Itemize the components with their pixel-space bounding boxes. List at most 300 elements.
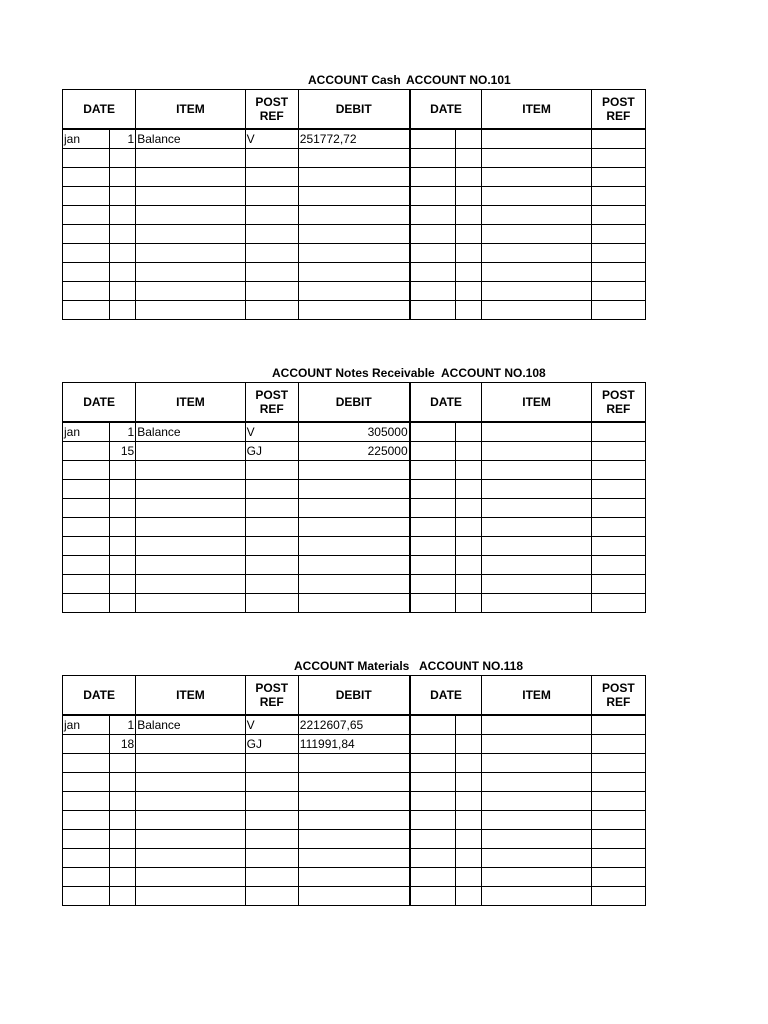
day-cell [110,263,136,282]
day-cell [110,754,136,773]
day-cell [110,556,136,575]
day-cell [456,225,482,244]
month-cell [63,149,110,168]
month-cell [63,575,110,594]
post-ref-cell [245,887,298,906]
post-ref-cell [245,575,298,594]
item-cell: Balance [136,422,245,442]
day-cell [110,830,136,849]
debit-cell [298,149,409,168]
month-cell [63,868,110,887]
account-number: ACCOUNT NO.118 [419,659,524,673]
item-header: ITEM [482,676,591,716]
post-ref-cell [245,149,298,168]
day-cell [110,168,136,187]
post-ref-cell [591,187,645,206]
post-ref-cell [591,149,645,168]
post-ref-header: POST REF [245,676,298,716]
item-cell [482,830,591,849]
debit-cell [298,168,409,187]
post-ref-cell [591,773,645,792]
debit-cell [298,499,409,518]
debit-cell [298,244,409,263]
post-ref-cell: V [245,422,298,442]
ledger-table [62,675,646,906]
item-cell [482,792,591,811]
item-cell [136,206,245,225]
day-cell [456,187,482,206]
day-cell [110,499,136,518]
item-cell [482,887,591,906]
table-row [63,422,646,442]
day-cell [456,773,482,792]
debit-cell: 111991,84 [298,735,409,754]
item-cell [482,754,591,773]
item-cell [136,811,245,830]
date-cell [410,715,456,735]
post-ref-cell [591,301,645,320]
table-row [63,499,646,518]
month-cell [63,206,110,225]
date-cell [410,461,456,480]
date-header: DATE [63,90,136,130]
item-cell [482,868,591,887]
post-ref-cell [591,263,645,282]
post-ref-cell [245,301,298,320]
table-row [63,830,646,849]
debit-cell [298,187,409,206]
month-cell [63,263,110,282]
post-ref-cell: GJ [245,442,298,461]
month-cell [63,792,110,811]
post-ref-cell [591,754,645,773]
item-cell [482,301,591,320]
table-row [63,868,646,887]
item-cell [136,187,245,206]
post-ref-cell [591,556,645,575]
date-cell [410,168,456,187]
post-ref-cell [245,206,298,225]
debit-header: DEBIT [298,383,409,423]
account-name: ACCOUNT Cash [308,73,401,87]
table-row [63,754,646,773]
debit-cell [298,887,409,906]
table-row [63,811,646,830]
post-ref-cell [245,244,298,263]
item-cell [482,225,591,244]
item-cell [482,556,591,575]
item-cell [136,773,245,792]
post-ref-cell [591,715,645,735]
item-cell [136,792,245,811]
debit-cell: 305000 [298,422,409,442]
month-cell [63,887,110,906]
item-cell [136,168,245,187]
post-ref-cell [591,887,645,906]
date-header: DATE [63,383,136,423]
date-cell [410,849,456,868]
day-cell [456,868,482,887]
month-cell [63,556,110,575]
post-ref-cell [591,811,645,830]
header-row [63,676,646,716]
day-cell: 1 [110,715,136,735]
day-cell [456,594,482,613]
post-ref-cell [591,244,645,263]
month-cell [63,735,110,754]
day-cell [456,537,482,556]
item-cell [136,149,245,168]
post-ref-cell [245,282,298,301]
post-ref-cell [591,868,645,887]
post-ref-cell [591,206,645,225]
date-cell [410,887,456,906]
table-row [63,773,646,792]
table-row [63,301,646,320]
month-cell [63,244,110,263]
date-cell [410,129,456,149]
date-cell [410,518,456,537]
post-ref-cell: GJ [245,735,298,754]
day-cell [110,594,136,613]
date-cell [410,556,456,575]
post-ref-cell [591,225,645,244]
date-cell [410,830,456,849]
day-cell [110,282,136,301]
post-ref-cell [591,461,645,480]
day-cell [456,715,482,735]
item-cell [482,811,591,830]
date-cell [410,792,456,811]
day-cell [456,282,482,301]
month-cell [63,442,110,461]
table-row [63,735,646,754]
post-ref-cell [245,461,298,480]
item-cell [482,187,591,206]
post-ref-cell [245,556,298,575]
day-cell [456,301,482,320]
item-cell [482,149,591,168]
account-name: ACCOUNT Notes Receivable [272,366,435,380]
debit-cell [298,773,409,792]
post-ref-cell [245,830,298,849]
table-row [63,518,646,537]
date-cell [410,575,456,594]
day-cell [456,792,482,811]
table-row [63,480,646,499]
table-row [63,461,646,480]
item-cell [482,129,591,149]
post-ref-cell [245,754,298,773]
account-number: ACCOUNT NO.108 [441,366,546,380]
item-cell [482,461,591,480]
debit-cell [298,461,409,480]
day-cell [110,868,136,887]
debit-cell [298,480,409,499]
item-cell [136,499,245,518]
debit-cell [298,263,409,282]
day-cell [456,887,482,906]
day-cell [110,849,136,868]
day-cell [110,461,136,480]
table-row [63,225,646,244]
table-row [63,244,646,263]
ledger-title [62,364,646,382]
debit-cell: 225000 [298,442,409,461]
table-row [63,263,646,282]
day-cell [110,537,136,556]
table-row [63,168,646,187]
table-row [63,187,646,206]
month-cell [63,773,110,792]
day-cell [110,575,136,594]
item-cell [136,480,245,499]
day-cell [456,830,482,849]
item-cell: Balance [136,129,245,149]
item-header: ITEM [136,676,245,716]
post-ref-cell [591,830,645,849]
table-row [63,556,646,575]
item-cell [136,830,245,849]
month-cell [63,518,110,537]
day-cell [456,556,482,575]
day-cell [110,773,136,792]
month-cell [63,187,110,206]
item-cell [482,442,591,461]
debit-cell [298,537,409,556]
item-cell [482,422,591,442]
date-cell [410,301,456,320]
month-cell [63,537,110,556]
post-ref-cell [591,575,645,594]
date-cell [410,868,456,887]
debit-cell [298,556,409,575]
debit-cell [298,575,409,594]
date-cell [410,594,456,613]
item-cell [136,461,245,480]
table-row [63,594,646,613]
item-cell [482,480,591,499]
debit-cell [298,830,409,849]
day-cell [110,187,136,206]
item-cell [136,594,245,613]
debit-cell [298,849,409,868]
item-cell [482,263,591,282]
day-cell [456,168,482,187]
day-cell [456,129,482,149]
table-row [63,537,646,556]
item-cell [482,849,591,868]
month-cell [63,811,110,830]
post-ref-cell [245,225,298,244]
month-cell [63,754,110,773]
table-row [63,849,646,868]
item-cell [136,887,245,906]
item-cell [482,735,591,754]
day-cell [110,811,136,830]
day-cell [110,480,136,499]
day-cell [456,244,482,263]
day-cell [110,301,136,320]
post-ref-cell [245,168,298,187]
post-ref-cell [245,594,298,613]
table-row [63,442,646,461]
date-cell [410,244,456,263]
debit-cell [298,282,409,301]
item-cell [482,594,591,613]
item-cell [136,537,245,556]
item-header: ITEM [482,383,591,423]
date-cell [410,499,456,518]
date-header: DATE [410,383,482,423]
item-cell [136,301,245,320]
day-cell [456,263,482,282]
account-name: ACCOUNT Materials [294,659,410,673]
day-cell [456,461,482,480]
day-cell [456,499,482,518]
item-cell [482,168,591,187]
day-cell [110,225,136,244]
item-cell [136,225,245,244]
month-cell [63,168,110,187]
date-cell [410,537,456,556]
month-cell [63,480,110,499]
post-ref-cell [591,422,645,442]
item-cell [482,518,591,537]
item-cell [136,575,245,594]
post-ref-cell: V [245,715,298,735]
day-cell [456,849,482,868]
date-cell [410,480,456,499]
table-row [63,206,646,225]
post-ref-cell [245,792,298,811]
date-header: DATE [63,676,136,716]
post-ref-cell [245,518,298,537]
account-number: ACCOUNT NO.101 [406,73,511,87]
post-ref-cell [591,849,645,868]
date-cell [410,442,456,461]
item-cell [136,518,245,537]
day-cell [110,149,136,168]
month-cell [63,225,110,244]
item-cell [136,282,245,301]
item-cell [136,244,245,263]
day-cell: 1 [110,422,136,442]
ledger-title [62,71,646,89]
day-cell [456,811,482,830]
item-cell [482,499,591,518]
month-cell: jan [63,422,110,442]
day-cell [456,149,482,168]
debit-cell [298,811,409,830]
table-row [63,149,646,168]
day-cell [456,754,482,773]
day-cell [456,206,482,225]
post-ref-cell [591,282,645,301]
post-ref-cell [591,735,645,754]
item-cell [136,754,245,773]
day-cell [110,887,136,906]
item-cell [136,868,245,887]
post-ref-cell [591,168,645,187]
post-ref-cell [245,480,298,499]
item-cell [482,206,591,225]
date-cell [410,773,456,792]
debit-cell [298,206,409,225]
table-row [63,715,646,735]
day-cell: 18 [110,735,136,754]
ledger-table [62,89,646,320]
post-ref-cell [245,811,298,830]
month-cell [63,594,110,613]
item-header: ITEM [136,90,245,130]
header-row [63,383,646,423]
day-cell [456,442,482,461]
table-row [63,129,646,149]
table-row [63,792,646,811]
post-ref-cell: V [245,129,298,149]
item-cell [482,244,591,263]
post-ref-cell [245,849,298,868]
item-cell [136,556,245,575]
post-ref-header: POST REF [591,383,645,423]
month-cell: jan [63,715,110,735]
ledger-title [62,657,646,675]
date-cell [410,811,456,830]
post-ref-cell [591,518,645,537]
item-cell [482,282,591,301]
debit-cell [298,754,409,773]
day-cell [110,518,136,537]
post-ref-cell [591,480,645,499]
post-ref-cell [245,187,298,206]
table-row [63,887,646,906]
debit-cell: 251772,72 [298,129,409,149]
post-ref-cell [245,263,298,282]
date-cell [410,187,456,206]
day-cell: 1 [110,129,136,149]
date-cell [410,282,456,301]
debit-cell [298,792,409,811]
month-cell [63,301,110,320]
debit-cell [298,301,409,320]
ledger-table [62,382,646,613]
item-cell [136,442,245,461]
post-ref-cell [591,499,645,518]
item-header: ITEM [482,90,591,130]
date-cell [410,735,456,754]
post-ref-cell [591,129,645,149]
date-cell [410,422,456,442]
day-cell [110,792,136,811]
day-cell [456,422,482,442]
debit-cell [298,868,409,887]
item-cell [136,735,245,754]
date-cell [410,263,456,282]
post-ref-cell [591,537,645,556]
day-cell [456,735,482,754]
post-ref-cell [591,792,645,811]
debit-cell [298,518,409,537]
debit-cell [298,225,409,244]
post-ref-cell [591,594,645,613]
item-cell [136,263,245,282]
debit-header: DEBIT [298,90,409,130]
table-row [63,282,646,301]
month-cell [63,461,110,480]
header-row [63,90,646,130]
month-cell [63,849,110,868]
